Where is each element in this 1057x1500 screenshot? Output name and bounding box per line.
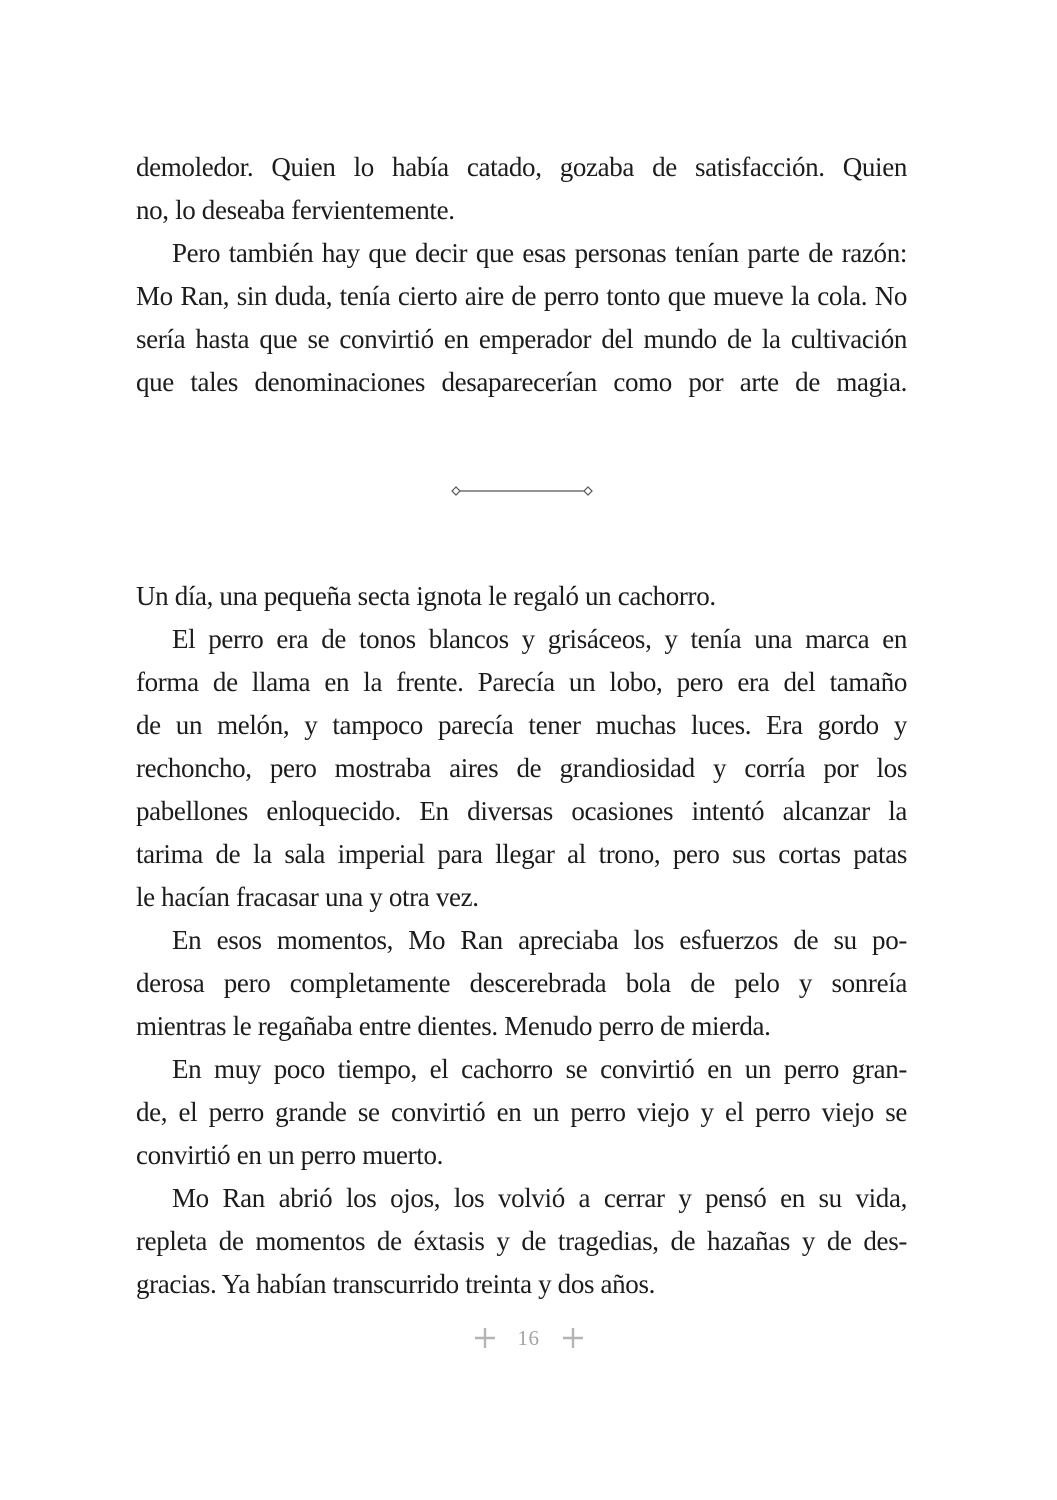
text-line: Mo Ran abrió los ojos, los volvió a cerrar y pensó en su vida, (172, 1183, 907, 1213)
text-line: forma de llama en la frente. Parecía un lobo, pero era del tamaño (136, 667, 907, 697)
text-section-1 (136, 146, 907, 404)
text-line: pabellones enloquecido. En diversas ocasiones intentó alcanzar la (136, 796, 907, 826)
text-line: rechoncho, pero mostraba aires de grandiosidad y corría por los (136, 753, 907, 783)
text-line: convirtió en un perro muerto. (136, 1140, 444, 1170)
text-line: de, el perro grande se convirtió en un perro viejo y el perro viejo se (136, 1097, 907, 1127)
page-number: 16 (517, 1325, 540, 1350)
text-line: En esos momentos, Mo Ran apreciaba los esfuerzos de su po- (172, 925, 907, 955)
text-line: de un melón, y tampoco parecía tener muchas luces. Era gordo y (136, 710, 907, 740)
text-section-2 (136, 575, 907, 1306)
text-line: Un día, una pequeña secta ignota le regaló un cachorro. (136, 581, 716, 611)
text-line: que tales denominaciones desaparecerían como por arte de magia. (136, 367, 907, 397)
text-line: le hacían fracasar una y otra vez. (136, 882, 479, 912)
text-line: tarima de la sala imperial para llegar al trono, pero sus cortas patas (136, 839, 907, 869)
text-line: no, lo deseaba fervientemente. (136, 195, 455, 225)
text-line: En muy poco tiempo, el cachorro se convirtió en un perro gran- (172, 1054, 907, 1084)
page-footer (0, 1318, 1057, 1358)
text-line: mientras le regañaba entre dientes. Menudo perro de mierda. (136, 1011, 771, 1041)
text-line: gracias. Ya habían transcurrido treinta y dos años. (136, 1269, 656, 1299)
section-separator (450, 484, 594, 498)
plus-ornament-icon (474, 1327, 496, 1349)
text-line: derosa pero completamente descerebrada bola de pelo y sonreía (136, 968, 907, 998)
text-line: Pero también hay que decir que esas personas tenían parte de razón: (172, 238, 907, 268)
text-line: demoledor. Quien lo había catado, gozaba de satisfacción. Quien (136, 152, 907, 182)
text-line: sería hasta que se convirtió en emperador del mundo de la cultivación (136, 324, 907, 354)
text-line: El perro era de tonos blancos y grisáceos, y tenía una marca en (172, 624, 907, 654)
plus-ornament-icon (562, 1327, 584, 1349)
diamond-line-ornament-icon (450, 484, 594, 498)
text-line: Mo Ran, sin duda, tenía cierto aire de perro tonto que mueve la cola. No (136, 281, 907, 311)
text-line: repleta de momentos de éxtasis y de tragedias, de hazañas y de des- (136, 1226, 907, 1256)
